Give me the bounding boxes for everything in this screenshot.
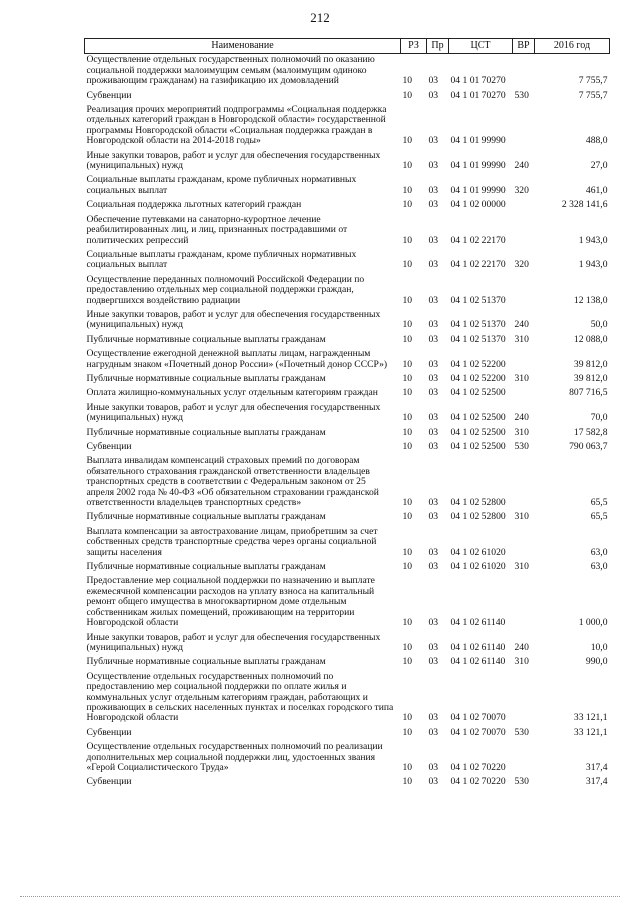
row-sum: 2 328 141,6: [561, 199, 608, 211]
table-row: [85, 199, 610, 213]
row-sum: 39 812,0: [573, 358, 608, 370]
row-cst: 04 1 02 70220: [450, 776, 506, 788]
row-name: Публичные нормативные социальные выплаты гражданам: [86, 561, 326, 573]
table-row: [85, 402, 610, 427]
table-row: [85, 427, 610, 441]
row-vr: [513, 741, 535, 776]
header-name: Наименование: [85, 39, 401, 54]
row-sum: 1 000,0: [578, 617, 608, 629]
row-rz: 10: [402, 726, 413, 738]
row-cst: 04 1 01 99990: [450, 135, 506, 147]
row-sum: 317,4: [585, 761, 608, 773]
header-pr: Пр: [427, 39, 449, 54]
row-cst: 04 1 02 52200: [450, 358, 506, 370]
row-name: Социальные выплаты гражданам, кроме публичных нормативных социальных выплат: [86, 174, 357, 196]
row-pr: 03: [428, 617, 439, 629]
table-row: [85, 104, 610, 150]
table-row: [85, 54, 610, 90]
row-rz: 10: [402, 89, 413, 101]
row-cst: 04 1 02 61140: [450, 656, 506, 668]
row-sum: 63,0: [590, 546, 608, 558]
row-rz: 10: [402, 75, 413, 87]
row-name: Осуществление ежегодной денежной выплаты лицам, награжденным нагрудным знаком «Почетный донор России» («Почетный донор СССР»): [86, 348, 388, 370]
row-name: Осуществление отдельных государственных полномочий по реализации дополнительных мер социальной поддержки лиц, удостоенных звания «Герой Социалистического Труда»: [86, 741, 383, 773]
table-header: [85, 39, 610, 54]
table-row: [85, 174, 610, 199]
row-rz: 10: [402, 160, 413, 172]
row-cst: 04 1 02 51370: [450, 333, 506, 345]
row-rz: 10: [402, 441, 413, 452]
row-rz: 10: [402, 412, 413, 424]
row-cst: 04 1 02 70070: [450, 726, 506, 738]
row-vr: 240: [514, 412, 529, 424]
row-cst: 04 1 02 52500: [450, 441, 506, 452]
row-sum: 461,0: [585, 184, 608, 196]
row-rz: 10: [402, 319, 413, 331]
row-rz: 10: [402, 656, 413, 668]
row-sum: 39 812,0: [573, 372, 608, 384]
header-vr: ВР: [513, 39, 535, 54]
row-vr: [513, 54, 535, 90]
row-sum: 790 063,7: [569, 441, 608, 452]
row-name: Субвенции: [86, 89, 132, 101]
row-cst: 04 1 02 61020: [450, 546, 506, 558]
row-pr: 03: [428, 776, 439, 788]
table-row: [85, 373, 610, 387]
row-sum: 27,0: [590, 160, 608, 172]
row-pr: 03: [428, 441, 439, 452]
row-name: Публичные нормативные социальные выплаты гражданам: [86, 426, 326, 438]
row-vr: 320: [514, 259, 529, 271]
row-name: Субвенции: [86, 441, 132, 452]
row-name: Иные закупки товаров, работ и услуг для обеспечения государственных (муниципальных) нужд: [86, 401, 381, 424]
row-vr: 530: [514, 776, 529, 788]
row-sum: 1 943,0: [578, 234, 608, 246]
row-vr: [513, 214, 535, 249]
row-pr: 03: [428, 294, 439, 306]
row-vr: 240: [514, 160, 529, 172]
row-pr: 03: [428, 511, 439, 523]
table-row: [85, 455, 610, 511]
row-vr: [513, 348, 535, 373]
row-pr: 03: [428, 135, 439, 147]
row-sum: 33 121,1: [573, 726, 608, 738]
row-cst: 04 1 02 70070: [450, 712, 506, 724]
table-row: [85, 348, 610, 373]
row-sum: 1 943,0: [578, 259, 608, 271]
table-row: [85, 249, 610, 274]
row-pr: 03: [428, 199, 439, 211]
row-cst: 04 1 02 61020: [450, 561, 506, 573]
row-rz: 10: [402, 259, 413, 271]
row-pr: 03: [428, 761, 439, 773]
row-cst: 04 1 02 22170: [450, 259, 506, 271]
table-row: [85, 274, 610, 309]
row-pr: 03: [428, 641, 439, 653]
row-vr: [513, 104, 535, 150]
row-sum: 990,0: [585, 656, 608, 668]
row-vr: 310: [514, 656, 529, 668]
table-row: [85, 214, 610, 249]
row-vr: 310: [514, 372, 529, 384]
table-row: [85, 309, 610, 334]
row-cst: 04 1 02 52500: [450, 412, 506, 424]
row-rz: 10: [402, 497, 413, 509]
row-rz: 10: [402, 199, 413, 211]
row-cst: 04 1 02 61140: [450, 617, 506, 629]
row-name: Иные закупки товаров, работ и услуг для обеспечения государственных (муниципальных) нужд: [86, 631, 381, 653]
row-rz: 10: [402, 776, 413, 788]
row-sum: 65,5: [590, 497, 608, 509]
row-name: Реализация прочих мероприятий подпрограммы «Социальная поддержка отдельных категорий граждан в Новгородской области» государственной программы Новгородской области «Социальная поддержка граждан в Новгородской области на 2014-2018 годы»: [86, 104, 387, 147]
bottom-divider: [20, 896, 620, 897]
row-name: Осуществление отдельных государственных полномочий по предоставлению мер социальной поддержки по оплате жилья и коммунальных услуг отдельным категориям граждан, работающих и проживающих в сельских населенных пунктах и поселках городского типа Новгородской области: [86, 670, 394, 724]
row-vr: [513, 274, 535, 309]
row-cst: 04 1 01 70270: [450, 75, 506, 87]
table-row: [85, 561, 610, 575]
header-year: 2016 год: [535, 39, 610, 54]
row-rz: 10: [402, 333, 413, 345]
budget-table: [84, 38, 610, 791]
row-name: Публичные нормативные социальные выплаты гражданам: [86, 656, 326, 668]
table-row: [85, 334, 610, 348]
row-pr: 03: [428, 561, 439, 573]
row-pr: 03: [428, 656, 439, 668]
row-cst: 04 1 02 61140: [450, 641, 506, 653]
row-pr: 03: [428, 712, 439, 724]
row-sum: 488,0: [585, 135, 608, 147]
row-cst: 04 1 02 22170: [450, 234, 506, 246]
row-name: Публичные нормативные социальные выплаты гражданам: [86, 511, 326, 523]
row-pr: 03: [428, 184, 439, 196]
table-row: [85, 441, 610, 455]
row-vr: [513, 199, 535, 213]
row-name: Субвенции: [86, 776, 132, 788]
row-vr: [513, 671, 535, 727]
row-sum: 63,0: [590, 561, 608, 573]
row-name: Социальные выплаты гражданам, кроме публичных нормативных социальных выплат: [86, 248, 357, 271]
row-name: Оплата жилищно-коммунальных услуг отдельным категориям граждан: [86, 387, 378, 399]
row-sum: 65,5: [590, 511, 608, 523]
row-rz: 10: [402, 617, 413, 629]
row-rz: 10: [402, 561, 413, 573]
row-rz: 10: [402, 234, 413, 246]
row-cst: 04 1 02 52800: [450, 497, 506, 509]
table-row: [85, 150, 610, 175]
row-name: Публичные нормативные социальные выплаты гражданам: [86, 333, 326, 345]
row-rz: 10: [402, 641, 413, 653]
row-name: Выплата компенсации за автострахование лицам, приобретшим за счет собственных средств транспортные средства через органы социальной защиты населения: [86, 525, 378, 558]
row-pr: 03: [428, 726, 439, 738]
row-sum: 12 138,0: [573, 294, 608, 306]
header-rz: РЗ: [401, 39, 427, 54]
row-vr: 310: [514, 511, 529, 523]
row-sum: 50,0: [590, 319, 608, 331]
row-sum: 7 755,7: [578, 75, 608, 87]
row-pr: 03: [428, 319, 439, 331]
row-vr: [513, 387, 535, 401]
row-rz: 10: [402, 387, 413, 399]
row-pr: 03: [428, 426, 439, 438]
header-row: [85, 39, 610, 54]
row-cst: 04 1 02 52200: [450, 372, 506, 384]
row-pr: 03: [428, 160, 439, 172]
row-name: Выплата инвалидам компенсаций страховых премий по договорам обязательного страхования гражданской ответственности владельцев транспортных средств в соответствии с Федеральным законом от 25 апреля 2002 года № 40-ФЗ «Об обязательном страховании гражданской ответственности владельцев транспортных средств»: [86, 455, 379, 509]
page-number: 212: [310, 10, 330, 25]
row-pr: 03: [428, 358, 439, 370]
row-rz: 10: [402, 358, 413, 370]
row-sum: 33 121,1: [573, 712, 608, 724]
row-sum: 317,4: [585, 776, 608, 788]
header-cst: ЦСТ: [449, 39, 513, 54]
row-name: Публичные нормативные социальные выплаты гражданам: [86, 372, 326, 384]
row-rz: 10: [402, 712, 413, 724]
row-name: Осуществление отдельных государственных полномочий по оказанию социальной поддержки малоимущим семьям (малоимущим одиноко проживающим гражданам) на газификацию их домовладений: [86, 54, 375, 87]
row-pr: 03: [428, 372, 439, 384]
row-sum: 12 088,0: [573, 333, 608, 345]
table-row: [85, 727, 610, 741]
table-row: [85, 387, 610, 401]
row-pr: 03: [428, 497, 439, 509]
table-row: [85, 526, 610, 561]
table-row: [85, 776, 610, 790]
row-vr: [513, 455, 535, 511]
row-rz: 10: [402, 426, 413, 438]
row-name: Осуществление переданных полномочий Российской Федерации по предоставлению отдельных мер социальной поддержки граждан, подвергшихся воздействию радиации: [86, 273, 365, 306]
row-vr: 530: [514, 441, 529, 452]
row-pr: 03: [428, 333, 439, 345]
row-cst: 04 1 02 52800: [450, 511, 506, 523]
row-vr: 310: [514, 426, 529, 438]
row-cst: 04 1 02 51370: [450, 294, 506, 306]
table-row: [85, 632, 610, 657]
row-sum: 10,0: [590, 641, 608, 653]
row-sum: 70,0: [590, 412, 608, 424]
row-cst: 04 1 01 99990: [450, 184, 506, 196]
row-cst: 04 1 02 52500: [450, 387, 506, 399]
row-rz: 10: [402, 546, 413, 558]
row-pr: 03: [428, 259, 439, 271]
table-row: [85, 575, 610, 631]
row-cst: 04 1 02 00000: [450, 199, 506, 211]
row-pr: 03: [428, 387, 439, 399]
row-rz: 10: [402, 761, 413, 773]
row-pr: 03: [428, 75, 439, 87]
row-name: Иные закупки товаров, работ и услуг для обеспечения государственных (муниципальных) нужд: [86, 149, 381, 172]
row-cst: 04 1 02 52500: [450, 426, 506, 438]
row-cst: 04 1 01 99990: [450, 160, 506, 172]
row-vr: 240: [514, 641, 529, 653]
row-vr: 320: [514, 184, 529, 196]
row-pr: 03: [428, 546, 439, 558]
row-pr: 03: [428, 412, 439, 424]
row-vr: [513, 575, 535, 631]
row-vr: [513, 526, 535, 561]
row-cst: 04 1 02 70220: [450, 761, 506, 773]
row-vr: 240: [514, 319, 529, 331]
table-row: [85, 671, 610, 727]
row-sum: 807 716,5: [569, 387, 608, 399]
row-rz: 10: [402, 135, 413, 147]
table-row: [85, 741, 610, 776]
row-rz: 10: [402, 511, 413, 523]
row-name: Социальная поддержка льготных категорий граждан: [86, 199, 302, 211]
table-row: [85, 90, 610, 104]
row-name: Субвенции: [86, 726, 132, 738]
table-row: [85, 511, 610, 525]
row-sum: 17 582,8: [573, 426, 608, 438]
table-row: [85, 656, 610, 670]
row-rz: 10: [402, 372, 413, 384]
row-pr: 03: [428, 89, 439, 101]
row-cst: 04 1 02 51370: [450, 319, 506, 331]
row-vr: 310: [514, 561, 529, 573]
row-rz: 10: [402, 294, 413, 306]
table-body: [85, 54, 610, 791]
row-pr: 03: [428, 234, 439, 246]
row-cst: 04 1 01 70270: [450, 89, 506, 101]
row-sum: 7 755,7: [578, 89, 608, 101]
row-vr: 530: [514, 89, 529, 101]
row-name: Обеспечение путевками на санаторно-курортное лечение реабилитированных лиц, и лиц, признанных пострадавшими от политических репрессий: [86, 213, 348, 246]
row-name: Предоставление мер социальной поддержки по назначению и выплате ежемесячной компенсации расходов на уплату взноса на капитальный ремонт общего имущества в многоквартирном доме отдельным собственникам жилых помещений, проживающим на территории Новгородской области: [86, 575, 375, 629]
row-vr: 530: [514, 726, 529, 738]
row-vr: 310: [514, 333, 529, 345]
row-rz: 10: [402, 184, 413, 196]
row-name: Иные закупки товаров, работ и услуг для обеспечения государственных (муниципальных) нужд: [86, 308, 381, 331]
